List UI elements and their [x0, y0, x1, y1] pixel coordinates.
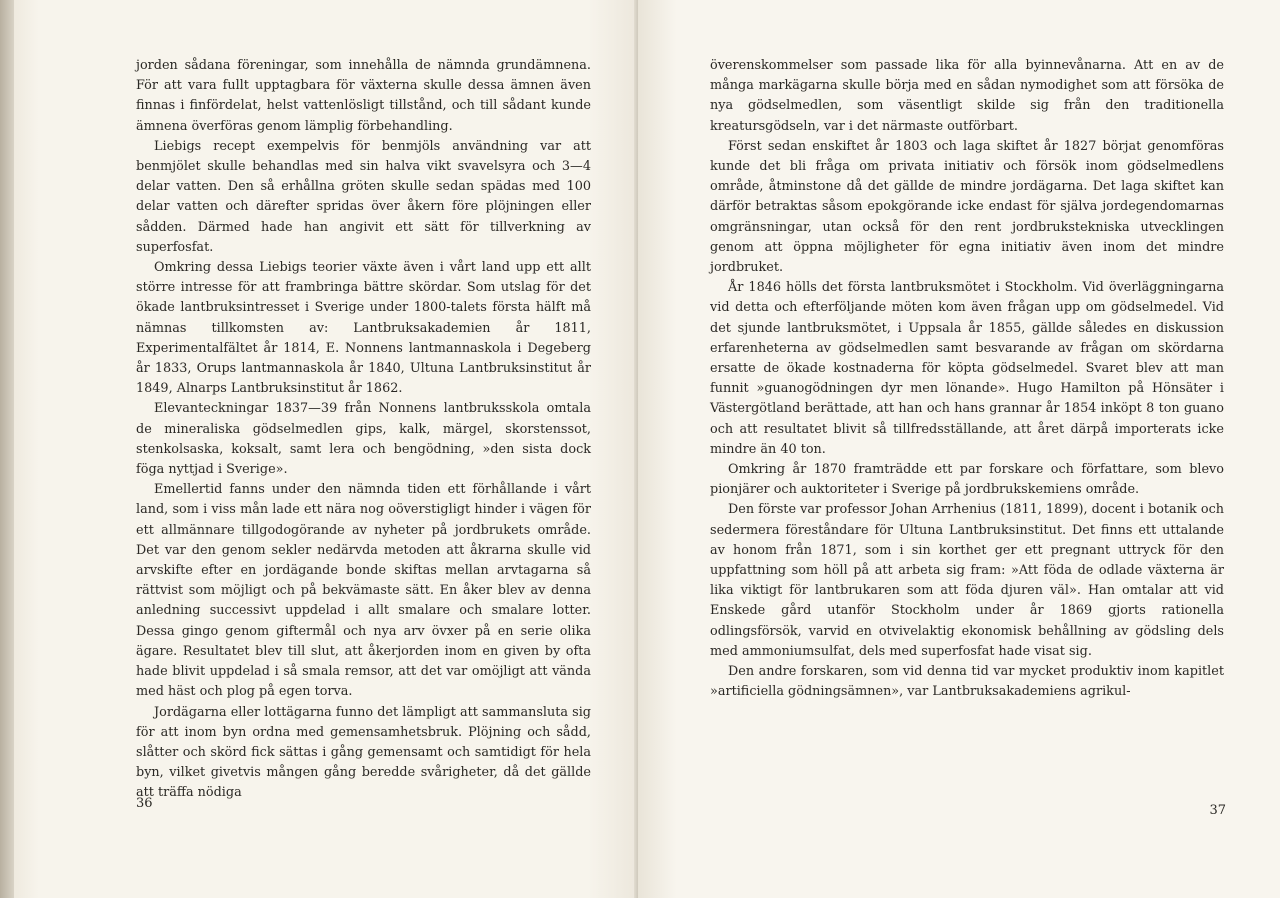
left-page [14, 0, 638, 898]
paragraph: Elevanteckningar 1837—39 från Nonnens lantbruksskola omtala de mineraliska gödselmedlen gips, kalk, märgel, skorstenssot, stenkolsaska, koksalt, samt lera och bengödning, »den sista dock föga nyttjad i Sverige». [136, 401, 591, 478]
page-number-right: 37 [1209, 803, 1226, 818]
paragraph: Den andre forskaren, som vid denna tid var mycket produktiv inom kapitlet »artificiella gödningsämnen», var Lantbruksakademiens agrikul- [710, 664, 1224, 700]
paragraph: År 1846 hölls det första lantbruksmötet i Stockholm. Vid överläggningarna vid detta och efterföljande möten kom även frågan upp om gödselmedel. Vid det sjunde lantbruksmötet, i Uppsala år 1855, gällde således en diskussion erfarenheterna av gödselmedlen samt besvarande av frågan om skördarna ersatte de ökade kostnaderna för köpta gödselmedel. Svaret blev att man funnit »guanogödningen dyr men lönande». Hugo Hamilton på Hönsäter i Västergötland berättade, att han och hans grannar år 1854 inköpt 8 ton guano och att resultatet blivit så tillfredsställande, att året därpå importerats icke mindre än 40 ton. [710, 280, 1224, 457]
book-edge [0, 0, 14, 898]
paragraph: Den förste var professor Johan Arrhenius (1811, 1899), docent i botanik och sedermera föreståndare för Ultuna Lantbruksinstitut. Det finns ett uttalande av honom från 1871, som i sin korthet ger ett pregnant uttryck för den uppfattning som höll på att arbeta sig fram: »Att föda de odlade växterna är lika viktigt för lantbrukaren som att föda djuren väl». Han omtalar att vid Enskede gård utanför Stockholm under år 1869 gjorts rationella odlingsförsök, varvid en otvivelaktig ekonomisk behållning av gödsling dels med ammoniumsulfat, dels med superfosfat hade visat sig. [710, 502, 1224, 659]
right-page-body [710, 56, 1224, 703]
right-page [638, 0, 1280, 898]
paragraph: Liebigs recept exempelvis för benmjöls användning var att benmjölet skulle behandlas med sin halva vikt svavelsyra och 3—4 delar vatten. Den så erhållna gröten skulle sedan spädas med 100 delar vatten och därefter spridas över åkern före plöjningen eller sådden. Därmed hade han angivit ett sätt för tillverkning av superfosfat. [136, 138, 591, 255]
paragraph: Först sedan enskiftet år 1803 och laga skiftet år 1827 börjat genomföras kunde det bli fråga om privata initiativ och försök inom gödselmedlens område, åtminstone då det gällde de mindre jordägarna. Det laga skiftet kan därför betraktas såsom epokgörande icke endast för själva jordegendomarnas omgränsningar, utan också för den rent jordbrukstekniska utvecklingen genom att öppna möjligheter för egna initiativ även inom det mindre jordbruket. [710, 138, 1224, 276]
page-number-left: 36 [136, 796, 153, 811]
paragraph: Omkring år 1870 framträdde ett par forskare och författare, som blevo pionjärer och auktoriteter i Sverige på jordbrukskemiens område. [710, 462, 1224, 498]
paragraph: Jordägarna eller lottägarna funno det lämpligt att sammansluta sig för att inom byn ordna med gemensamhetsbruk. Plöjning och sådd, slåtter och skörd fick sättas i gång gemensamt och samtidigt för hela byn, vilket givetvis mången gång beredde svårigheter, då det gällde att träffa nödiga [136, 704, 591, 801]
paragraph: Omkring dessa Liebigs teorier växte även i vårt land upp ett allt större intresse för att frambringa bättre skördar. Som utslag för det ökade lantbruksintresset i Sverige under 1800-talets första hälft må nämnas tillkomsten av: Lantbruksakademien år 1811, Experimentalfältet år 1814, E. Nonnens lantmannaskola i Degeberg år 1833, Orups lantmannaskola år 1840, Ultuna Lantbruksinstitut år 1849, Alnarps Lantbruksinstitut år 1862. [136, 260, 591, 397]
paragraph: jorden sådana föreningar, som innehålla de nämnda grundämnena. För att vara fullt upptagbara för växterna skulle dessa ämnen även finnas i finfördelat, helst vattenlösligt tillstånd, och till sådant kunde ämnena överföras genom lämplig förbehandling. [136, 58, 591, 134]
left-page-body [136, 56, 591, 804]
paragraph: Emellertid fanns under den nämnda tiden ett förhållande i vårt land, som i viss mån lade ett nära nog oöverstigligt hinder i vägen för ett allmännare tillgodogörande av nyheter på jordbrukets område. Det var den genom sekler nedärvda metoden att åkrarna skulle vid arvskifte efter en jordägande bonde skiftas mellan arvtagarna så rättvist som möjligt och på bekvämaste sätt. En åker blev av denna anledning successivt uppdelad i allt smalare och smalare lotter. Dessa gingo genom giftermål och nya arv övxer på en serie olika ägare. Resultatet blev till slut, att åkerjorden inom en given by ofta hade blivit uppdelad i så smala remsor, att det var omöjligt att vända med häst och plog på egen torva. [136, 482, 591, 700]
paragraph: överenskommelser som passade lika för alla byinnevånarna. Att en av de många markägarna skulle börja med en sådan nymodighet som att försöka de nya gödselmedlen, som väsentligt skilde sig från den traditionella kreatursgödseln, var i det närmaste outförbart. [710, 58, 1224, 134]
